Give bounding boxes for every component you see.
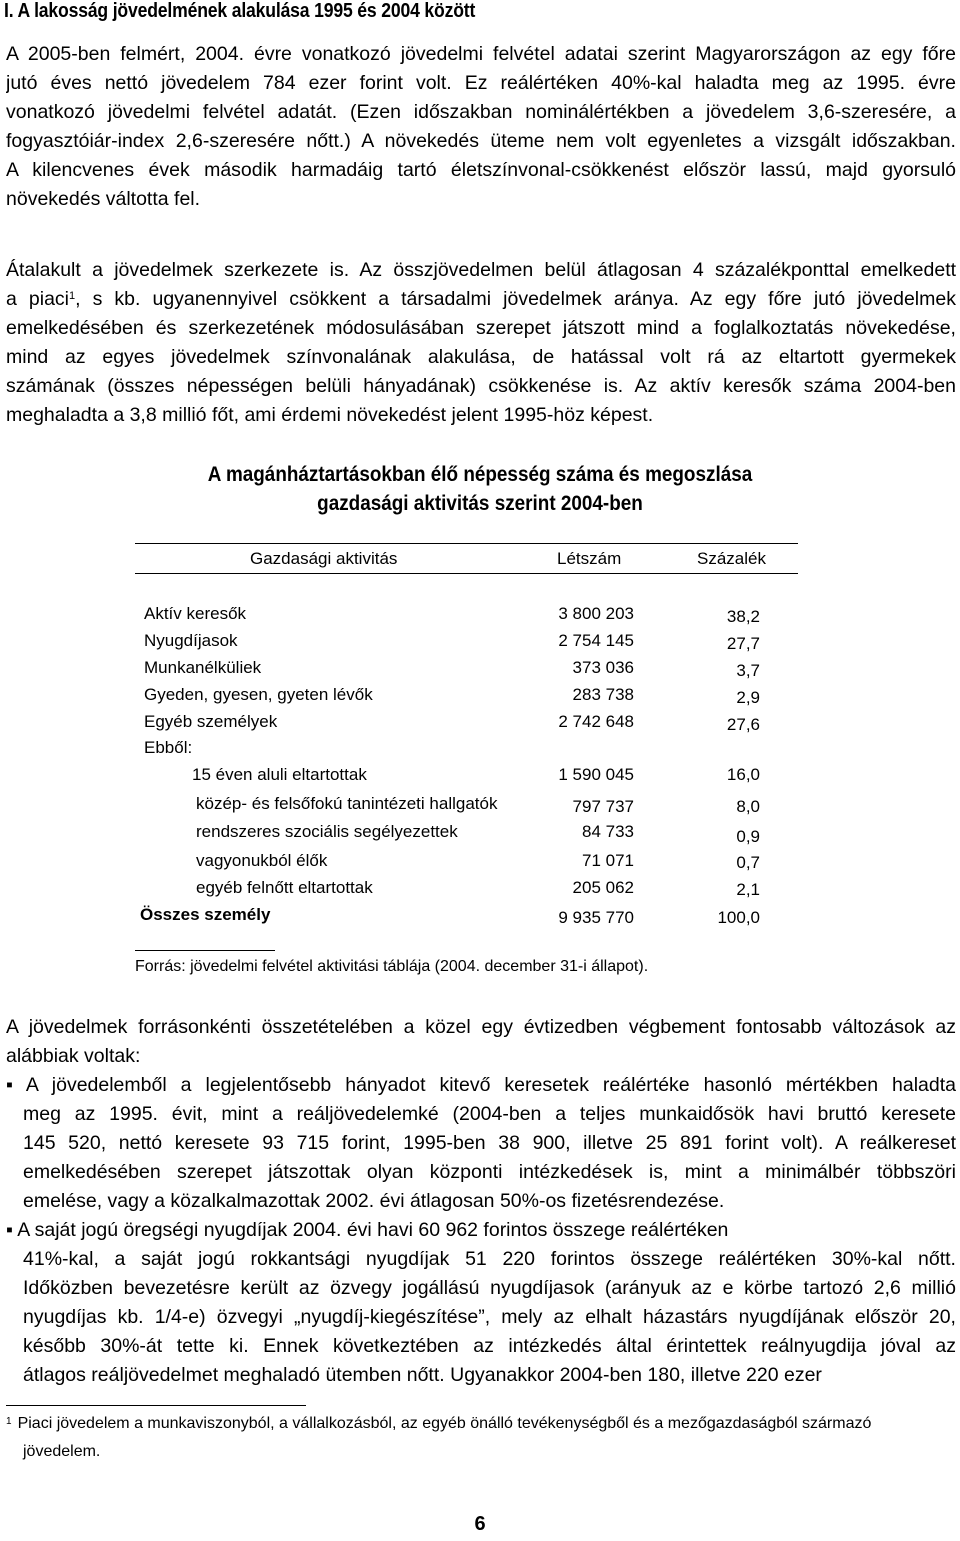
text-line: meghaladta a 3,8 millió főt, ami érdemi növekedést jelent 1995-höz képest. xyxy=(6,404,654,426)
paragraph-income-overview xyxy=(6,40,956,214)
row-percent: 2,9 xyxy=(736,688,760,707)
row-count: 3 800 203 xyxy=(558,604,634,623)
text-line: jövedelem. xyxy=(23,1443,101,1460)
table-row xyxy=(0,851,960,873)
text-line: Átalakult a jövedelmek szerkezete is. Az összjövedelmen belül átlagosan 4 százalékponttal emelkedett xyxy=(6,259,956,281)
row-percent: 27,6 xyxy=(726,715,760,734)
text-line: később 30%-át tette ki. Ennek következtében az intézkedés által érintettek reálnyugdija jóval az xyxy=(23,1335,956,1357)
row-label: Aktív keresők xyxy=(144,604,247,623)
text-line: jutó éves nettó jövedelem 784 ezer forint volt. Ez reálértéken 40%-kal haladta meg az 1995. évre xyxy=(6,72,956,94)
row-count: 2 742 648 xyxy=(558,712,634,731)
text-line: 145 520, nettó keresete 93 715 forint, 1995-ben 38 900, illetve 25 891 forint volt). A reálkereset xyxy=(23,1132,956,1154)
text-line xyxy=(6,1216,956,1245)
text-line: emelése, vagy a közalkalmazottak 2002. évi átlagosan 50%-os fizetésrendezése. xyxy=(23,1190,725,1212)
row-count: 373 036 xyxy=(572,658,634,677)
row-count: 2 754 145 xyxy=(558,631,634,650)
table-title-line-2: gazdasági aktivitás szerint 2004-ben xyxy=(317,492,643,515)
footnote-rule xyxy=(6,1405,306,1406)
row-count: 283 738 xyxy=(572,685,634,704)
text-line: nyugdíjas kb. 1/4-e) özvegyi „nyugdíj-kiegészítése”, mely az elhalt házastárs nyugdíjának először 20, xyxy=(23,1306,956,1328)
table-header-percent: Százalék xyxy=(697,549,766,568)
row-label: rendszeres szociális segélyezettek xyxy=(196,822,458,841)
row-count: 797 737 xyxy=(572,797,634,816)
row-count: 9 935 770 xyxy=(558,908,634,927)
text-fragment: A jövedelemből a legjelentősebb hányadot kitevő keresetek reálértéke hasonló mértékben haladta xyxy=(25,1074,956,1096)
table-title-line-1: A magánháztartásokban élő népesség száma és megoszlása xyxy=(207,463,753,486)
bullet-item-wages xyxy=(6,1071,956,1216)
section-heading: I. A lakosság jövedelmének alakulása 1995 és 2004 között xyxy=(4,0,476,22)
row-label: Nyugdíjasok xyxy=(144,631,238,650)
row-label: 15 éven aluli eltartottak xyxy=(192,765,367,784)
footnote-mark: 1 xyxy=(6,1416,12,1427)
bullet-marker-icon: ▪ xyxy=(6,1219,13,1241)
text-line: növekedés váltotta fel. xyxy=(6,188,201,210)
row-count: 84 733 xyxy=(582,822,634,841)
text-fragment: A saját jogú öregségi nyugdíjak 2004. évi havi 60 962 forintos összege reálértéken xyxy=(17,1219,729,1241)
table-rule-bottom xyxy=(135,573,798,574)
source-rule xyxy=(135,950,275,951)
text-line xyxy=(6,1410,946,1438)
table-row-total xyxy=(0,905,960,927)
row-percent: 2,1 xyxy=(736,880,760,899)
page-number: 6 xyxy=(474,1513,486,1535)
table-row xyxy=(0,604,960,626)
text-line xyxy=(6,1071,956,1100)
text-line: A jövedelmek forrásonkénti összetételében a közel egy évtizedben végbement fontosabb változások az xyxy=(6,1016,956,1038)
row-label: Gyeden, gyesen, gyeten lévők xyxy=(144,685,373,704)
row-count: 205 062 xyxy=(572,878,634,897)
table-row xyxy=(0,822,960,844)
text-line: fogyasztóiár-index 2,6-szeresére nőtt.) A növekedés üteme nem volt egyenletes a vizsgált időszakban. xyxy=(6,130,956,152)
text-fragment: a piaci xyxy=(6,288,70,310)
text-line: vonatkozó jövedelmi felvétel adatát. (Ezen időszakban nominálértékben a jövedelem 3,6-szeresére, a xyxy=(6,101,956,123)
text-line: alábbiak voltak: xyxy=(6,1045,141,1067)
row-percent: 3,7 xyxy=(736,661,760,680)
row-percent: 27,7 xyxy=(726,634,760,653)
text-line xyxy=(6,285,956,314)
footnote xyxy=(6,1410,946,1466)
bullet-marker-icon: ▪ xyxy=(6,1074,13,1096)
table-row xyxy=(0,765,960,787)
table-row xyxy=(0,658,960,680)
row-count: 71 071 xyxy=(582,851,634,870)
table-header-count: Létszám xyxy=(557,549,622,568)
footnote-reference: 1 xyxy=(69,290,76,302)
text-line: átlagos reáljövedelmet meghaladó ütemben nőtt. Ugyanakkor 2004-ben 180, illetve 220 ezer xyxy=(23,1364,822,1386)
row-label: Munkanélküliek xyxy=(144,658,262,677)
text-fragment: , s kb. ugyanennyivel csökkent a társadalmi jövedelmek aránya. Az egy főre jutó jövedelmek xyxy=(75,288,956,310)
paragraph-income-structure xyxy=(6,256,956,430)
table-row xyxy=(0,794,960,816)
text-line: mind az egyes jövedelmek színvonalának alakulása, de hatással volt rá az eltartott gyermekek xyxy=(6,346,956,368)
text-fragment: Piaci jövedelem a munkaviszonyból, a vállalkozásból, az egyéb önálló tevékenységből és a mezőgazdaságból származó xyxy=(17,1415,872,1432)
row-count: 1 590 045 xyxy=(558,765,634,784)
row-percent: 100,0 xyxy=(717,908,760,927)
paragraph-source-changes xyxy=(6,1013,956,1071)
table-row xyxy=(0,712,960,734)
row-percent: 0,7 xyxy=(736,853,760,872)
table-header-activity: Gazdasági aktivitás xyxy=(250,549,398,568)
row-label: vagyonukból élők xyxy=(196,851,328,870)
row-percent: 16,0 xyxy=(726,765,760,784)
table-row xyxy=(0,631,960,653)
text-line: emelkedésében és szerkezetének módosulásában szerepet játszott mind a foglalkoztatás növekedése, xyxy=(6,317,956,339)
text-line: számának (összes népességen belüli hányadának) csökkenése is. Az aktív keresők száma 2004-ben xyxy=(6,375,956,397)
row-label: közép- és felsőfokú tanintézeti hallgatók xyxy=(196,794,498,813)
row-percent: 8,0 xyxy=(736,797,760,816)
bullet-item-pensions xyxy=(6,1216,956,1390)
row-label: egyéb felnőtt eltartottak xyxy=(196,878,373,897)
row-percent: 0,9 xyxy=(736,827,760,846)
text-line: A 2005-ben felmért, 2004. évre vonatkozó jövedelmi felvétel adatai szerint Magyarországon az egy főre xyxy=(6,43,956,65)
row-label: Egyéb személyek xyxy=(144,712,278,731)
table-row xyxy=(0,738,960,760)
text-line: 41%-kal, a saját jogú rokkantsági nyugdíjak 51 220 forintos összege reálértéken 30%-kal nőtt. xyxy=(23,1248,956,1270)
table-row xyxy=(0,685,960,707)
text-line: A kilencvenes évek második harmadáig tartó életszínvonal-csökkenést először lassú, majd gyorsuló xyxy=(6,159,956,181)
text-line: meg az 1995. évit, mint a reáljövedelemké (2004-ben a teljes munkaidősök havi bruttó keresete xyxy=(23,1103,956,1125)
text-line: Időközben bevezetésre került az özvegy jogállású nyugdíjasok (arányuk az e körbe tartozó 2,6 millió xyxy=(23,1277,956,1299)
row-percent: 38,2 xyxy=(726,607,760,626)
row-label: Összes személy xyxy=(140,905,271,924)
table-source: Forrás: jövedelmi felvétel aktivitási táblája (2004. december 31-i állapot). xyxy=(135,958,649,975)
table-rule-top xyxy=(135,543,798,544)
text-line: emelkedésében szerepet játszottak olyan központi intézkedések is, mint a minimálbér többszöri xyxy=(23,1161,956,1183)
table-row xyxy=(0,878,960,900)
row-label: Ebből: xyxy=(144,738,193,757)
